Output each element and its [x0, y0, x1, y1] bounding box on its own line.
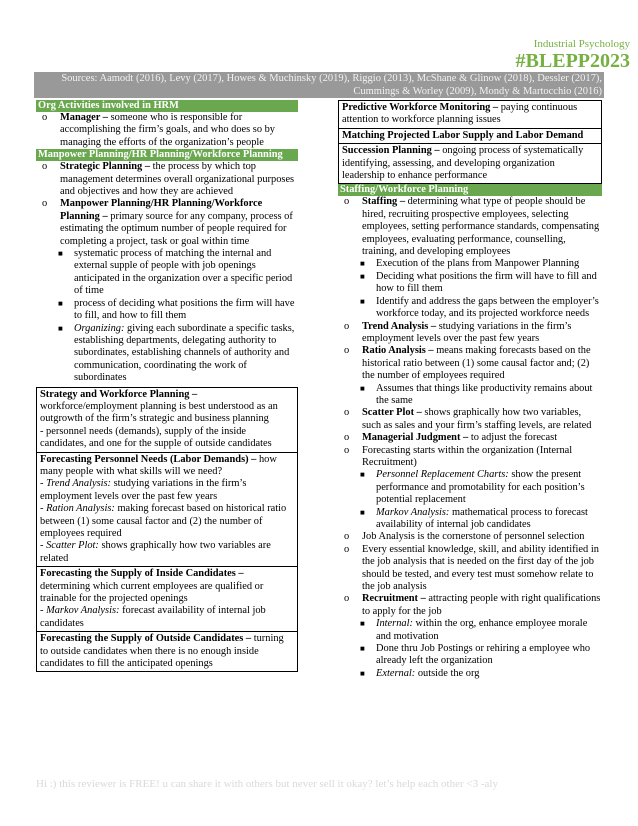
sub-text: mathematical process to forecast availability of internal job candidates	[376, 506, 588, 530]
def-recruitment: attracting people with right qualifications to apply for the job	[362, 593, 601, 617]
square-bullet-icon: ■	[58, 323, 63, 333]
box-line: forecast availability of internal job candidates	[40, 605, 266, 629]
box-succession-planning	[338, 143, 602, 184]
box-term: Markov Analysis:	[46, 605, 120, 617]
box-body: ongoing process of systematically identifying, assessing, and developing organization leadership to enhance performance	[342, 145, 584, 182]
term-manager: Manager –	[60, 112, 109, 123]
section-header-staffing: Staffing/Workforce Planning	[338, 184, 602, 196]
term-ratio: Ratio Analysis –	[362, 345, 434, 357]
square-bullet-icon: ■	[360, 296, 365, 306]
sub-item	[338, 618, 602, 643]
bullet-o: o	[42, 112, 48, 123]
box-line: shows graphically how two variables are related	[40, 540, 271, 564]
def-judgment: to adjust the forecast	[468, 432, 558, 444]
sub-text: Execution of the plans from Manpower Planning	[376, 258, 580, 270]
square-bullet-icon: ■	[360, 271, 365, 281]
sub-item	[338, 643, 602, 668]
section-header-manpower: Manpower Planning/HR Planning/Workforce Planning	[36, 149, 298, 161]
sub-text: outside the org	[415, 667, 480, 679]
sub-item	[338, 383, 602, 408]
list-item-manpower	[36, 198, 298, 248]
sub-item	[338, 296, 602, 321]
header-title: #BLEPP2023	[515, 50, 630, 72]
def-scatter: shows graphically how two variables, such as sales and your firm’s staffing levels, are related	[362, 407, 592, 431]
sub-item	[338, 668, 602, 680]
sub-term: Personnel Replacement Charts:	[376, 469, 509, 481]
bullet-o: o	[344, 196, 350, 208]
bullet-o: o	[42, 161, 48, 173]
box-title: Succession Planning –	[342, 145, 440, 157]
box-line: making forecast based on historical ratio between (1) some causal factor and (2) the number of employees required	[40, 503, 287, 539]
header-subtitle: Industrial Psychology	[533, 38, 630, 50]
def-strategic: the process by which top management determines overall organizational purposes and objectives and how they are achieved	[60, 161, 295, 198]
box-term: Trend Analysis:	[46, 478, 112, 490]
square-bullet-icon: ■	[360, 507, 365, 517]
def-trend: studying variations in the firm’s employment levels over the past few years	[362, 320, 572, 344]
box-title: Predictive Workforce Monitoring –	[342, 102, 499, 113]
list-item-essential-ksa	[338, 544, 602, 594]
bullet-o: o	[344, 407, 350, 419]
sub-text: process of deciding what positions the firm will have to fill, and how to fill them	[74, 297, 295, 322]
box-strategy-workforce	[36, 387, 298, 453]
square-bullet-icon: ■	[360, 470, 365, 480]
bullet-o: o	[344, 543, 350, 555]
list-item-trend	[338, 321, 602, 346]
def-manpower: primary source for any company, process of estimating the optimum number of people required for completing a project, task or goal within time	[60, 210, 293, 247]
sub-item	[338, 507, 602, 532]
sub-text: giving each subordinate a specific tasks, establishing departments, delegating authority to subordinates, establishing channels of authority and communication, coordinating the work of subordinates	[74, 322, 295, 384]
sources-bar: Sources: Aamodt (2016), Levy (2017), Howes & Muchinsky (2019), Riggio (2013), McShane & Glinow (2018), Dessler (2017), Cummings & Worley (2009), Mondy & Martocchio (2016)	[34, 72, 604, 98]
sub-text: Identify and address the gaps between the employer’s workforce today, and its projected workforce needs	[376, 295, 599, 320]
sub-text: show the present performance and promotability for each position’s potential replacement	[376, 469, 585, 506]
sub-term: Organizing:	[74, 322, 125, 334]
box-body: workforce/employment planning is best understood as an outgrowth of the firm’s strategic and business planning	[40, 400, 278, 425]
bullet-o: o	[344, 593, 350, 605]
term-recruitment: Recruitment –	[362, 593, 426, 605]
section-header-org-activities: Org Activities involved in HRM	[36, 100, 298, 112]
sub-term: External:	[376, 667, 416, 679]
bullet-o: o	[344, 531, 350, 543]
square-bullet-icon: ■	[360, 259, 365, 269]
box-body: determining which current employees are qualified or trainable for the projected openings	[40, 580, 264, 605]
square-bullet-icon: ■	[360, 668, 365, 678]
box-term: Ration Analysis:	[46, 503, 115, 515]
forecast-text: Forecasting starts within the organization (Internal Recruitment)	[362, 444, 573, 468]
list-item-ratio	[338, 345, 602, 382]
sub-term: Markov Analysis:	[376, 506, 450, 518]
list-item-recruitment	[338, 593, 602, 618]
sub-text: Assumes that things like productivity remains about the same	[376, 382, 593, 406]
essential-text: Every essential knowledge, skill, and ability identified in the job analysis that is needed on the first day of the job should be tested, and every test must somehow relate to the job analysis	[362, 543, 599, 593]
term-staffing: Staffing –	[362, 196, 406, 208]
sub-text: systematic process of matching the internal and external supple of people with job openings anticipated in the organization over a specific period of time	[74, 248, 293, 297]
left-column	[36, 100, 298, 672]
list-item-staffing	[338, 196, 602, 258]
box-outside-candidates	[36, 631, 298, 672]
list-item-manager	[36, 112, 298, 149]
bullet-o: o	[344, 345, 350, 357]
box-title: Forecasting Personnel Needs (Labor Demands) –	[40, 453, 257, 465]
right-column	[338, 100, 602, 680]
term-judgment: Managerial Judgment –	[362, 432, 469, 444]
box-title: Forecasting the Supply of Inside Candidates –	[40, 568, 244, 580]
box-term: Scatter Plot:	[46, 540, 99, 552]
sub-text: Deciding what positions the firm will have to fill and how to fill them	[376, 270, 597, 295]
job-analysis-text: Job Analysis is the cornerstone of personnel selection	[362, 531, 585, 543]
box-inside-candidates: Forecasting the Supply of Inside Candidates – determining which current employees are qualified or trainable for the projected openings - Markov Analysis: forecast availability of internal job candidates	[36, 566, 298, 632]
box-line: - personnel needs (demands), supply of the inside candidates, and one for the supple of outside candidates	[40, 425, 272, 450]
box-line: studying variations in the firm’s employment levels over the past few years	[40, 478, 247, 502]
box-title: Matching Projected Labor Supply and Labor Demand	[342, 129, 584, 141]
sub-item	[338, 271, 602, 296]
bullet-o: o	[42, 198, 48, 210]
term-trend: Trend Analysis –	[362, 320, 437, 332]
sub-item	[338, 258, 602, 270]
sub-item	[36, 323, 298, 385]
term-scatter: Scatter Plot –	[362, 407, 422, 419]
sub-item	[338, 469, 602, 506]
sub-text: Done thru Job Postings or rehiring a employee who already left the organization	[376, 643, 591, 667]
bullet-o: o	[344, 432, 350, 444]
box-forecasting-needs: Forecasting Personnel Needs (Labor Demands) – how many people with what skills will we need? - Trend Analysis: studying variations in the firm’s employment levels over the past few years - Ration Analysis: making forecast based on historical ratio between (1) some causal factor and (2) the number of employees required - Scatter Plot: shows graphically how two variables are related	[36, 452, 298, 568]
box-title: Strategy and Workforce Planning –	[40, 388, 198, 400]
square-bullet-icon: ■	[360, 644, 365, 654]
footer-note: Hi :) this reviewer is FREE! u can share it with others but never sell it okay? let’s help each other <3 -aly	[36, 778, 498, 790]
list-item-judgment	[338, 432, 602, 444]
def-manager: someone who is responsible for accomplishing the firm’s goals, and who does so by managing the efforts of the organization’s people	[60, 112, 275, 148]
sub-term: Internal:	[376, 618, 413, 630]
square-bullet-icon: ■	[360, 619, 365, 629]
square-bullet-icon: ■	[58, 298, 63, 308]
box-matching-supply-demand	[338, 128, 602, 144]
square-bullet-icon: ■	[360, 383, 365, 393]
box-body: turning to outside candidates when there is no enough inside candidates to fill the anticipated openings	[40, 633, 284, 670]
list-item-scatter	[338, 407, 602, 432]
sub-item	[36, 298, 298, 323]
box-predictive-monitoring	[338, 100, 602, 129]
box-body: how many people with what skills will we need?	[40, 453, 277, 477]
def-staffing: determining what type of people should be hired, recruiting prospective employees, selecting employees, setting performance standards, compensating employees, evaluating performance, counselling, training, and developing employees	[362, 196, 600, 258]
list-item-strategic	[36, 161, 298, 198]
sub-text: within the org, enhance employee morale and motivation	[376, 618, 588, 642]
list-item-forecasting	[338, 445, 602, 470]
def-ratio: means making forecasts based on the historical ratio between (1) some causal factor and; (2) the number of employees required	[362, 345, 591, 382]
box-title: Forecasting the Supply of Outside Candidates –	[40, 633, 252, 645]
term-strategic: Strategic Planning –	[60, 161, 151, 173]
list-item-job-analysis	[338, 531, 602, 543]
term-manpower: Manpower Planning/HR Planning/Workforce Planning –	[60, 198, 263, 222]
sub-item	[36, 248, 298, 298]
bullet-o: o	[344, 444, 350, 456]
box-body: paying continuous attention to workforce planning issues	[342, 102, 578, 126]
square-bullet-icon: ■	[58, 249, 63, 259]
bullet-o: o	[344, 320, 350, 332]
